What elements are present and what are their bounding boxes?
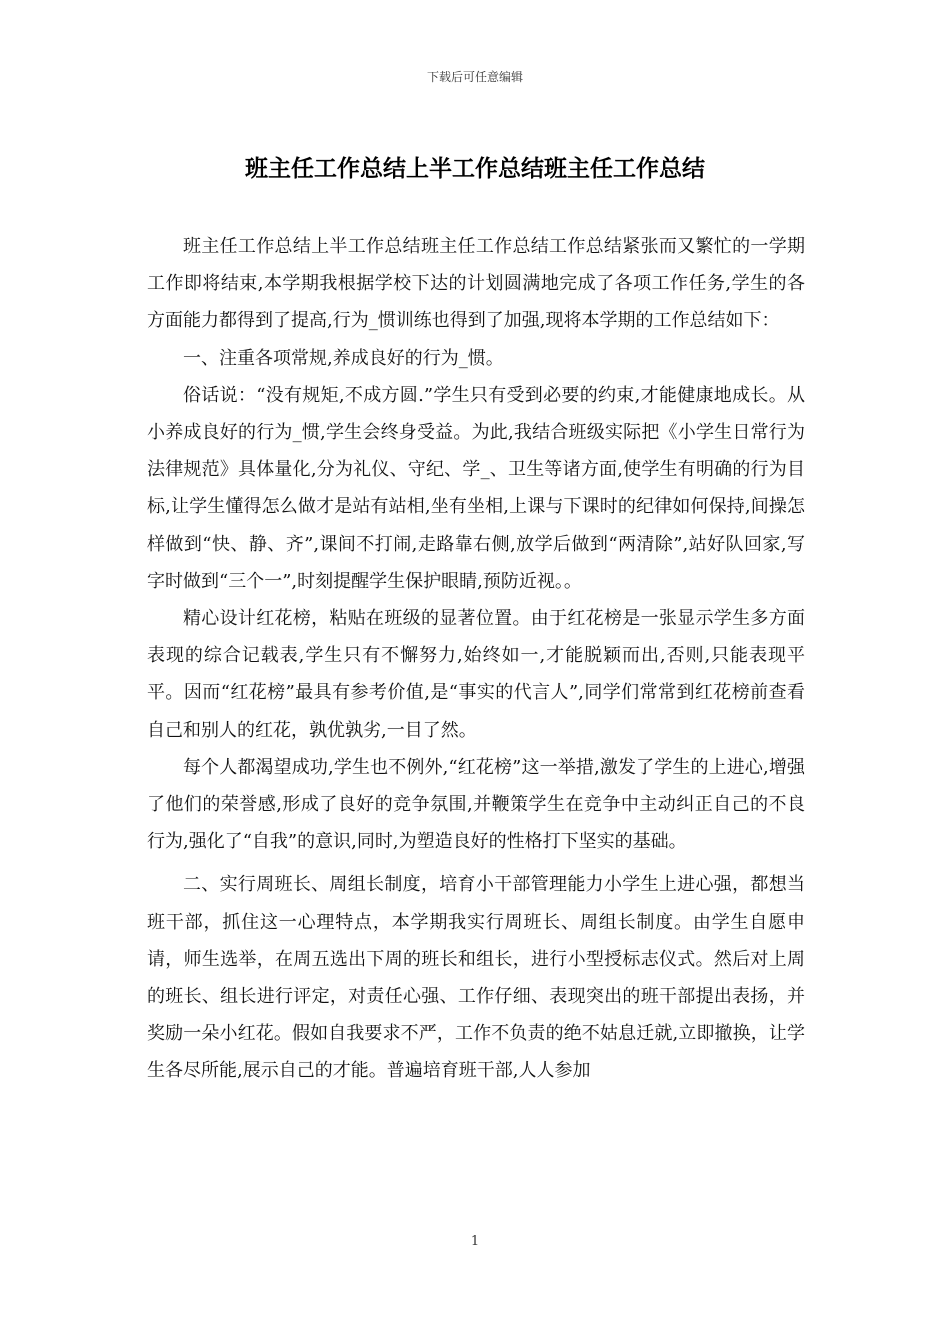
page-number: 1 — [470, 1234, 480, 1249]
section-heading-1: 一、注重各项常规,养成良好的行为_惯。 — [183, 347, 504, 369]
paragraph-success: 每个人都渴望成功,学生也不例外,“红花榜”这一举措,激发了学生的上进心,增强了他们的荣誉感,形成了良好的竞争氛围,并鞭策学生在竞争中主动纠正自己的不良行为,强化了“自我”的意识,同时,为塑造良好的性格打下坚实的基础。 — [147, 756, 805, 853]
header-note: 下载后可任意编辑 — [426, 70, 523, 84]
paragraph-rules: 俗话说：“没有规矩,不成方圆.”学生只有受到必要的约束,才能健康地成长。从小养成良好的行为_惯,学生会终身受益。为此,我结合班级实际把《小学生日常行为法律规范》具体量化,分为礼仪、守纪、学_、卫生等诸方面,使学生有明确的行为目标,让学生懂得怎么做才是站有站相,坐有坐相,上课与下课时的纪律如何保持,间操怎样做到“快、静、齐”,课间不打闹,走路靠右侧,放学后做到“两清除”,站好队回家,写字时做到“三个一”,时刻提醒学生保护眼睛,预防近视。。 — [147, 384, 805, 592]
document-body — [147, 228, 805, 1090]
paragraph-red-flower-board: 精心设计红花榜，粘贴在班级的显著位置。由于红花榜是一张显示学生多方面表现的综合记载表,学生只有不懈努力,始终如一,才能脱颖而出,否则,只能表现平平。因而“红花榜”最具有参考价值,是“事实的代言人”,同学们常常到红花榜前查看自己和别人的红花，孰优孰劣,一目了然。 — [147, 608, 805, 741]
document-title: 班主任工作总结上半工作总结班主任工作总结 — [245, 155, 705, 182]
paragraph-intro: 班主任工作总结上半工作总结班主任工作总结工作总结紧张而又繁忙的一学期工作即将结束,本学期我根据学校下达的计划圆满地完成了各项工作任务,学生的各方面能力都得到了提高,行为_惯训练也得到了加强,现将本学期的工作总结如下： — [147, 236, 805, 332]
paragraph-weekly-monitor: 二、实行周班长、周组长制度，培育小干部管理能力小学生上进心强，都想当班干部，抓住这一心理特点，本学期我实行周班长、周组长制度。由学生自愿申请，师生选举，在周五选出下周的班长和组长，进行小型授标志仪式。然后对上周的班长、组长进行评定，对责任心强、工作仔细、表现突出的班干部提出表扬，并奖励一朵小红花。假如自我要求不严，工作不负责的绝不姑息迁就,立即撤换，让学生各尽所能,展示自己的才能。普遍培育班干部,人人参加 — [147, 874, 805, 1082]
